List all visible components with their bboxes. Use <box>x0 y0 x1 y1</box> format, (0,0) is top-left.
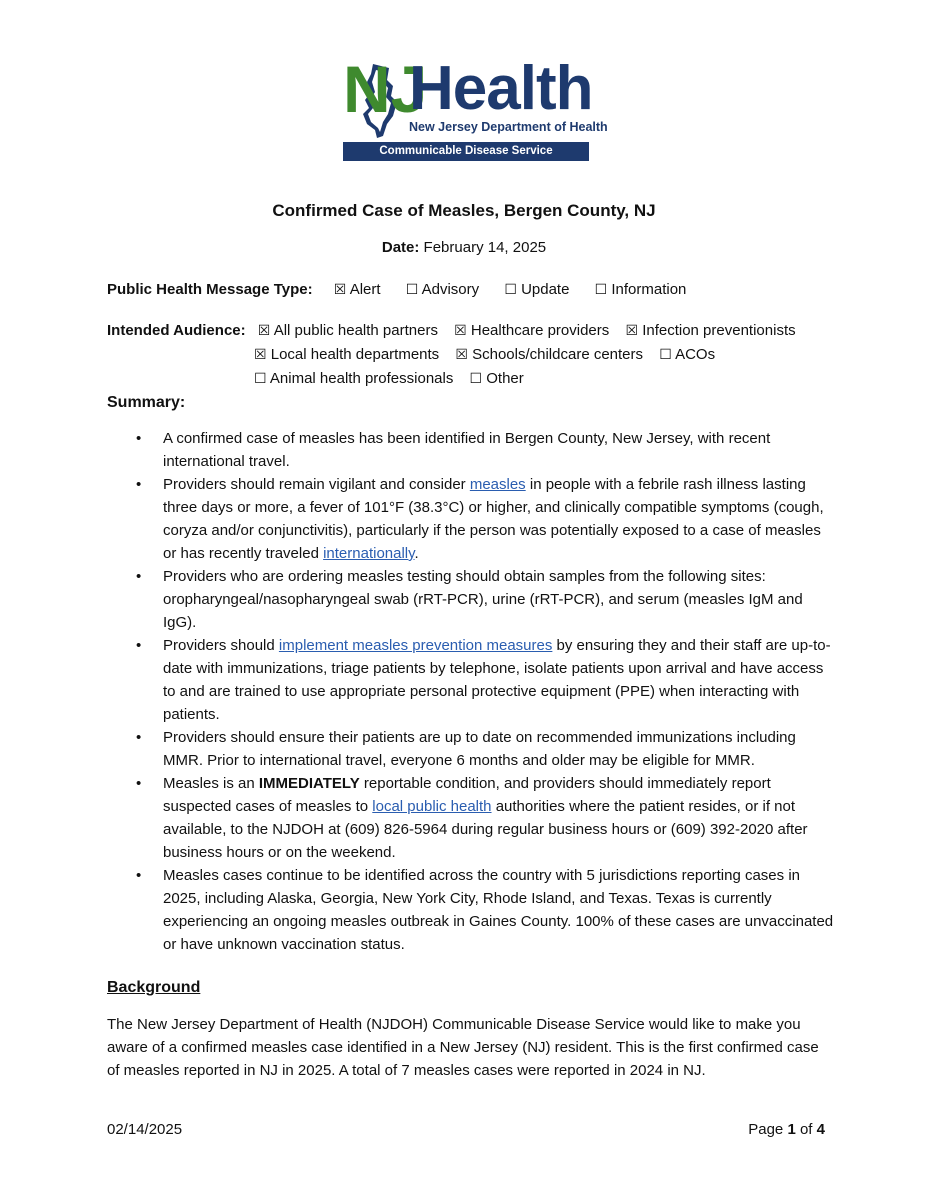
checkbox-icon: ☒ <box>454 323 467 339</box>
date-value: February 14, 2025 <box>423 239 547 256</box>
list-item-text: in people with a febrile rash illness lasting three days or more, a fever of 101°F (38.3°C) or higher, and clinically compatible symptoms (cough, coryza and/or conjunctivitis), particularly if the person was potentially exposed to a case of measles or has recently traveled <box>163 476 824 562</box>
option-label: Schools/childcare centers <box>472 346 644 363</box>
audience-option <box>625 322 795 339</box>
audience-row-2 <box>254 346 715 363</box>
option-label: Infection preventionists <box>642 322 796 339</box>
checkbox-icon: ☒ <box>254 347 267 363</box>
internationally-link[interactable]: internationally <box>323 545 415 562</box>
option-label: All public health partners <box>273 322 438 339</box>
prevention-measures-link[interactable]: implement measles prevention measures <box>278 637 553 654</box>
message-type-update <box>504 281 569 298</box>
checkbox-icon: ☒ <box>257 323 271 339</box>
option-label: ACOs <box>675 346 716 363</box>
document-title: Confirmed Case of Measles, Bergen County, NJ <box>272 201 656 220</box>
audience-option <box>455 346 643 363</box>
audience-option <box>454 322 609 339</box>
list-item-text: . <box>414 545 419 562</box>
list-item-text: Measles cases continue to be identified across the country with 5 jurisdictions reporting cases in 2025, including Alaska, Georgia, New York City, Rhode Island, and Texas. Texas is currently experiencing an ongoing measles outbreak in Gaines County. 100% of these cases are unvaccinated or have unknown vaccination status. <box>163 867 834 953</box>
page-total: 4 <box>816 1121 825 1138</box>
audience-option <box>659 346 715 363</box>
option-label: Animal health professionals <box>269 370 454 387</box>
checkbox-icon: ☐ <box>469 371 483 387</box>
bullet: • <box>136 637 142 654</box>
list-item <box>134 772 834 864</box>
bullet: • <box>136 775 142 792</box>
audience-option <box>254 346 439 363</box>
checkbox-icon: ☒ <box>455 347 468 363</box>
option-label: Alert <box>349 281 381 298</box>
footer-page-number <box>748 1121 825 1138</box>
date-label: Date: <box>381 239 420 256</box>
list-item <box>134 565 834 634</box>
document-date <box>0 239 928 256</box>
logo-subtitle: New Jersey Department of Health <box>409 120 608 134</box>
bullet: • <box>136 430 142 447</box>
audience-option <box>258 322 438 339</box>
checkbox-icon: ☒ <box>625 323 639 339</box>
option-label: Advisory <box>421 281 480 298</box>
bullet: • <box>136 867 142 884</box>
page-word: Page <box>748 1121 784 1138</box>
background-heading: Background <box>107 979 201 996</box>
message-type-information <box>595 281 687 298</box>
njdoh-logo <box>343 52 608 162</box>
message-type-alert <box>334 281 381 298</box>
audience-option <box>470 370 524 387</box>
message-type-advisory <box>406 281 479 298</box>
measles-link[interactable]: measles <box>469 476 526 493</box>
option-label: Other <box>486 370 524 387</box>
bullet: • <box>136 729 142 746</box>
background-paragraph: The New Jersey Department of Health (NJDOH) Communicable Disease Service would like to make you aware of a confirmed measles case identified in a New Jersey (NJ) resident. This is the first confirmed case of measles reported in NJ in 2025. A total of 7 measles cases were reported in 2024 in NJ. <box>107 1016 819 1079</box>
list-item <box>134 864 834 956</box>
list-item <box>134 427 834 473</box>
checkbox-icon: ☒ <box>333 282 347 298</box>
option-label: Update <box>521 281 570 298</box>
list-item-text: by ensuring they and their staff are up-to-date with immunizations, triage patients by telephone, isolate patients upon arrival and have access to and are trained to use appropriate personal protective equipment (PPE) when interacting with patients. <box>163 637 831 723</box>
option-label: Local health departments <box>270 346 440 363</box>
checkbox-icon: ☐ <box>504 282 517 298</box>
option-label: Healthcare providers <box>470 322 610 339</box>
logo-name: Health <box>409 54 593 123</box>
list-item-text: Providers should ensure their patients are up to date on recommended immunizations including MMR. Prior to international travel, everyone 6 months and older may be eligible for MMR. <box>163 729 796 769</box>
summary-heading: Summary: <box>107 394 186 411</box>
message-type-label: Public Health Message Type: <box>107 281 313 298</box>
logo-bar: Communicable Disease Service <box>343 142 589 161</box>
logo-letters: NJ <box>343 52 428 126</box>
list-item-text: Providers should <box>163 637 279 654</box>
list-item-text: reportable condition, and providers should immediately report suspected cases of measles to <box>163 775 771 815</box>
audience-label: Intended Audience: <box>107 322 246 339</box>
list-item-text: A confirmed case of measles has been identified in Bergen County, New Jersey, with recent international travel. <box>163 430 771 470</box>
message-type-row <box>107 281 686 298</box>
list-item-text: Measles is an <box>163 775 259 792</box>
list-item-text: Providers who are ordering measles testing should obtain samples from the following sites: oropharyngeal/nasopharyngeal swab (rRT-PCR), urine (rRT-PCR), and serum (measles IgM and IgG). <box>163 568 803 631</box>
list-item <box>134 634 834 726</box>
audience-row-3 <box>254 370 524 387</box>
audience-option <box>254 370 453 387</box>
list-item <box>134 726 834 772</box>
list-item-text: Providers should remain vigilant and consider <box>163 476 470 493</box>
immediately-emphasis: IMMEDIATELY <box>258 775 360 792</box>
bullet: • <box>136 568 142 585</box>
checkbox-icon: ☐ <box>594 282 608 298</box>
bullet: • <box>136 476 142 493</box>
list-item-text: authorities where the patient resides, or if not available, to the NJDOH at (609) 826-5964 during regular business hours or (609) 392-2020 after business hours or on the weekend. <box>163 798 808 861</box>
local-public-health-link[interactable]: local public health <box>372 798 492 815</box>
footer-date: 02/14/2025 <box>107 1121 183 1138</box>
checkbox-icon: ☐ <box>405 282 419 298</box>
checkbox-icon: ☐ <box>659 347 672 363</box>
list-item <box>134 473 834 565</box>
checkbox-icon: ☐ <box>254 371 267 387</box>
page-current: 1 <box>787 1121 796 1138</box>
option-label: Information <box>611 281 687 298</box>
summary-list <box>134 427 834 956</box>
of-word: of <box>799 1121 813 1138</box>
audience-row-1 <box>107 322 796 339</box>
